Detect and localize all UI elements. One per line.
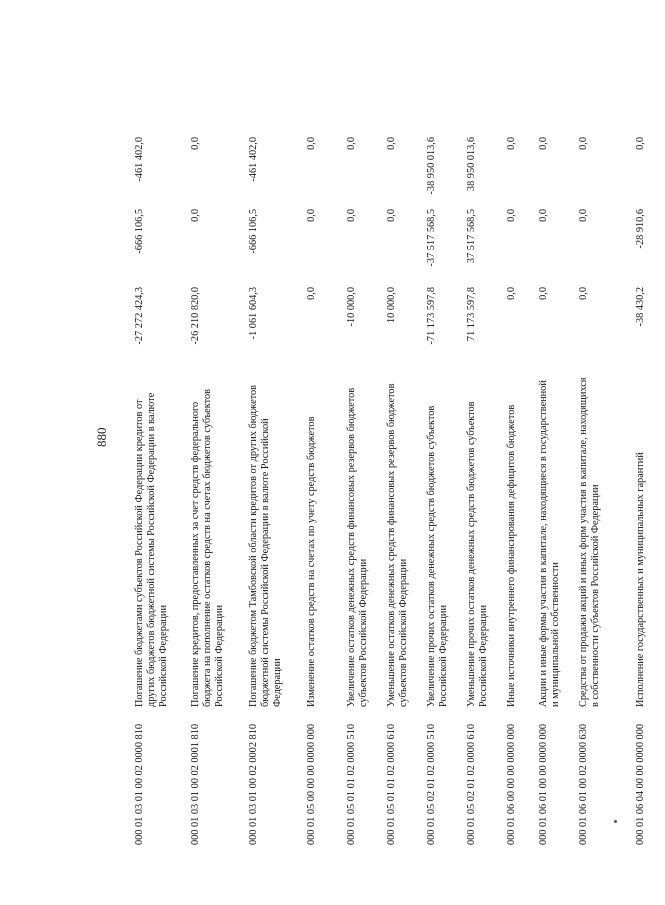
table-row [536,137,576,845]
row-value-2: 0,0 [386,209,397,222]
page-number: 880 [94,427,109,447]
row-value-1: -38 430,2 [635,287,646,327]
row-value-2: -666 106,5 [134,209,145,254]
row-value-1: 71 173 597,8 [466,287,477,342]
table-row [188,137,246,845]
row-name: Увеличение остатков денежных средств финансовых резервов бюджетов субъектов Российской Федерации [346,387,370,707]
sources-table [132,137,665,845]
table-row [504,137,536,845]
table-row [246,137,304,845]
row-name: Увеличение прочих остатков денежных средств бюджетов субъектов Российской Федерации [426,405,450,707]
row-value-3: -461 402,0 [248,137,259,182]
row-name: Погашение кредитов, предоставленных за счет средств федерального бюджета на пополнение остатков средств на счетах бюджетов субъектов Российской Федерации [190,389,226,707]
row-name: Иные источники внутреннего финансирования дефицитов бюджетов [506,404,517,707]
row-value-1: 10 000,0 [386,287,397,324]
row-value-3: 0,0 [346,137,357,150]
row-code: 000 01 06 01 00 00 0000 000 [538,724,549,845]
row-code: 000 01 05 01 01 02 0000 610 [386,724,397,845]
row-code: 000 01 06 00 00 00 0000 000 [506,724,517,845]
row-name: Погашение бюджетами субъектов Российской Федерации кредитов от других бюджетов бюджетной системы Российской Федерации в валюте Российской Федерации [134,392,170,707]
table-row [633,137,665,845]
table-row [384,137,424,845]
row-value-3: -38 950 013,6 [426,137,437,195]
row-value-2: 0,0 [578,209,589,222]
row-value-1: -71 173 597,8 [426,287,437,345]
row-value-1: 0,0 [306,287,317,300]
row-code: 000 01 06 04 00 00 0000 000 [635,724,646,845]
row-code: 000 01 06 01 00 02 0000 630 [578,724,589,845]
row-code: 000 01 03 01 00 02 0001 810 [190,724,201,845]
row-name: Уменьшение прочих остатков денежных средств бюджетов субъектов Российской Федерации [466,401,490,707]
row-code: 000 01 05 02 01 02 0000 610 [466,724,477,845]
row-value-1: 0,0 [538,287,549,300]
row-value-1: -1 061 604,3 [248,287,259,340]
row-value-1: 0,0 [506,287,517,300]
table-row [464,137,504,845]
row-name: Погашение бюджетом Тамбовской области кредитов от других бюджетов бюджетной системы Российской Федерации в валюте Российской Федерации [248,384,284,707]
table-row [132,137,188,845]
row-value-3: 0,0 [190,137,201,150]
row-value-1: -10 000,0 [346,287,357,327]
row-value-1: -26 210 820,0 [190,287,201,345]
row-value-3: -461 402,0 [134,137,145,182]
table-row [576,137,633,845]
row-name: Исполнение государственных и муниципальных гарантий [635,452,646,707]
rotated-content [88,55,646,845]
row-value-3: 0,0 [386,137,397,150]
row-value-2: 0,0 [306,209,317,222]
row-value-2: 0,0 [190,209,201,222]
row-value-2: 0,0 [538,209,549,222]
row-name: Акции и иные формы участия в капитале, находящиеся в государственной и муниципальной собственности [538,380,562,707]
row-code: 000 01 03 01 00 02 0002 810 [248,724,259,845]
row-name: Изменение остатков средств на счетах по учету средств бюджетов [306,416,317,707]
row-code: 000 01 03 01 00 02 0000 810 [134,724,145,845]
row-value-2: -666 106,5 [248,209,259,254]
table-row [304,137,344,845]
row-value-3: 38 950 013,6 [466,137,477,192]
row-name: Уменьшение остатков денежных средств финансовых резервов бюджетов субъектов Российской Федерации [386,383,410,707]
table-row [424,137,464,845]
row-value-1: -27 272 424,3 [134,287,145,345]
row-value-2: 37 517 568,5 [466,209,477,264]
row-value-2: 0,0 [506,209,517,222]
row-value-3: 0,0 [578,137,589,150]
row-value-3: 0,0 [306,137,317,150]
row-value-3: 0,0 [538,137,549,150]
row-value-2: -28 910,6 [635,209,646,249]
scan-dot-mark [614,820,617,823]
row-value-2: 0,0 [346,209,357,222]
row-code: 000 01 05 01 01 02 0000 510 [346,724,357,845]
row-value-3: 0,0 [506,137,517,150]
row-name: Средства от продажи акций и иных форм участия в капитале, находящихся в собственности субъектов Российской Федерации [578,377,602,707]
row-code: 000 01 05 00 00 00 0000 000 [306,724,317,845]
row-value-2: -37 517 568,5 [426,209,437,267]
row-code: 000 01 05 02 01 02 0000 510 [426,724,437,845]
row-value-3: 0,0 [635,137,646,150]
table-row [344,137,384,845]
row-value-1: 0,0 [578,287,589,300]
